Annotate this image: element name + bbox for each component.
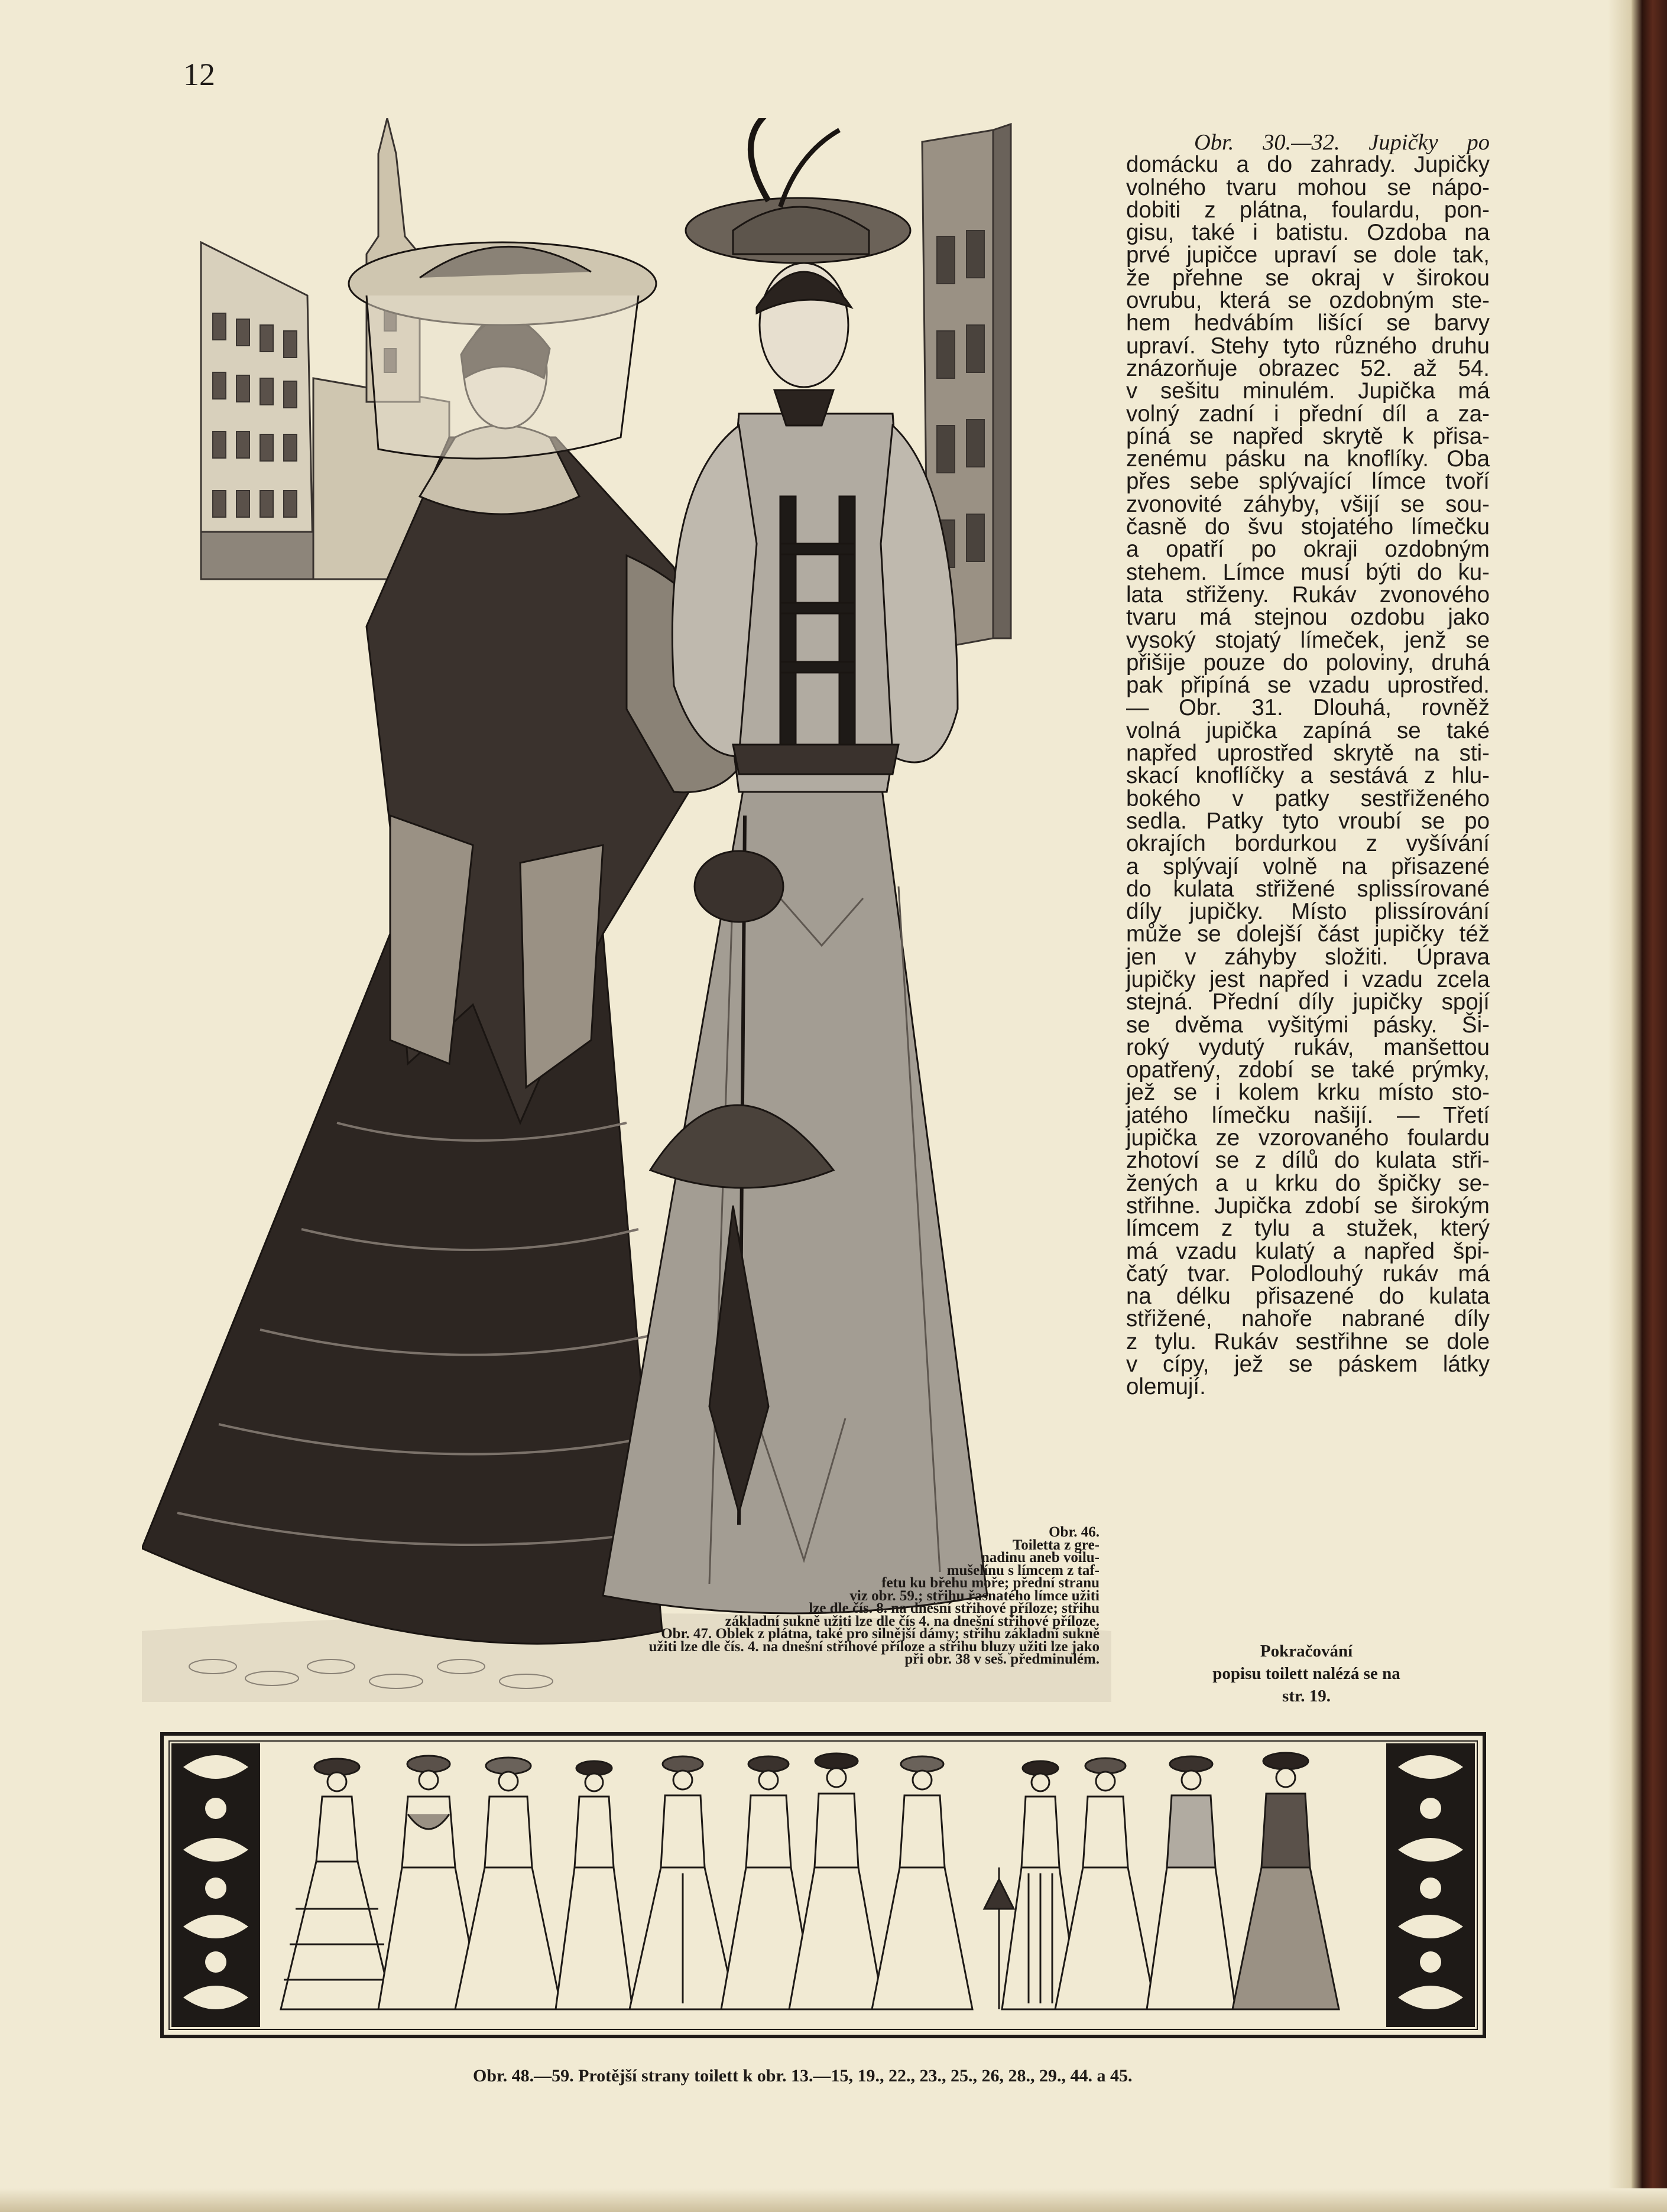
page-number: 12	[183, 57, 215, 92]
article-line: límcem z tylu a stužek, který	[1126, 1216, 1490, 1242]
caption-line: fetu ku břehu moře; přední stranu	[881, 1575, 1100, 1591]
caption-line: při obr. 38 v seš. předminulém.	[904, 1651, 1100, 1667]
ornament-left	[171, 1743, 260, 2027]
bottom-figures-caption: Obr. 48.—59. Protější strany toilett k obr. 13.—15, 19., 22., 23., 25., 26, 28., 29., 44. a 45.	[473, 2066, 1133, 2086]
article-line: v cípy, jež se páskem látky	[1126, 1352, 1490, 1378]
caption-line: nadinu aneb voilu-	[981, 1550, 1100, 1565]
article-line: dobiti z plátna, foulardu, pon-	[1126, 197, 1490, 223]
caption-line: Toiletta z gre-	[1012, 1537, 1100, 1553]
article-line: z tylu. Rukáv sestřihne se dole	[1126, 1329, 1490, 1355]
caption-line: mušelínu s límcem z taf-	[946, 1562, 1100, 1578]
article-line: čatý tvar. Polodlouhý rukáv má	[1126, 1261, 1490, 1287]
article-line: zhotoví se z dílů do kulata stři-	[1126, 1148, 1490, 1174]
article-line: vysoký stojatý límeček, jenž se	[1126, 627, 1490, 653]
continuation-note	[1123, 1640, 1490, 1707]
article-line: — Obr. 31. Dlouhá, rovněž	[1126, 695, 1490, 721]
article-line: lata střiženy. Rukáv zvonového	[1126, 582, 1490, 608]
article-line: že přehne se okraj v širokou	[1126, 265, 1490, 291]
article-line: sedla. Patky tyto vroubí se po	[1126, 808, 1490, 834]
ornament-right	[1386, 1743, 1475, 2027]
book-binding	[1632, 0, 1667, 2212]
article-line: volná jupička zapíná se také	[1126, 717, 1490, 743]
article-line: díly jupičky. Místo plissírování	[1126, 899, 1490, 925]
article-line: pak připíná se vzadu uprostřed.	[1126, 673, 1490, 699]
article-line: může se dolejší část jupičky též	[1126, 921, 1490, 947]
article-line: bokého v patky sestřiženého	[1126, 785, 1490, 811]
article-line: opatřený, zdobí se také prýmky,	[1126, 1057, 1490, 1083]
article-line: olemují.	[1126, 1374, 1206, 1400]
article-line: jen v záhyby složiti. Úprava	[1126, 944, 1490, 970]
article-line: střihne. Jupička zdobí se širokým	[1126, 1193, 1490, 1219]
figure-caption	[367, 1526, 1100, 1666]
article-line: střižené, nahoře nabrané díly	[1126, 1306, 1490, 1332]
article-line: stejná. Přední díly jupičky spojí	[1126, 989, 1490, 1015]
article-line: do kulata střižené splissírované	[1126, 876, 1490, 902]
article-line: prvé jupičce upraví se dole tak,	[1126, 242, 1490, 268]
article-line: tvaru má stejnou ozdobu jako	[1126, 605, 1490, 631]
article-line: volného tvaru mohou se nápo-	[1126, 174, 1490, 200]
article-line: má vzadu kulatý a napřed špi-	[1126, 1238, 1490, 1264]
article-line: skací knoflíčky a sestává z hlu-	[1126, 763, 1490, 789]
article-line: okrajích bordurkou z vyšívání	[1126, 831, 1490, 857]
continuation-line: Pokračování	[1260, 1642, 1353, 1661]
article-line: znázorňuje obrazec 52. až 54.	[1126, 355, 1490, 381]
fashion-illustration	[142, 118, 1111, 1702]
article-line: napřed uprostřed skrytě na sti-	[1126, 740, 1490, 766]
article-text	[1126, 131, 1490, 1399]
article-line: jupička ze vzorovaného foulardu	[1126, 1125, 1490, 1151]
page-gutter	[1608, 0, 1632, 2212]
article-line: stehem. Límce musí býti do ku-	[1126, 559, 1490, 585]
article-line: gisu, také i batistu. Ozdoba na	[1126, 220, 1490, 246]
article-line: zenému pásku na knoflíky. Oba	[1126, 446, 1490, 472]
article-line: jatého límečku našijí. — Třetí	[1126, 1102, 1490, 1128]
article-line: roký vydutý rukáv, manšettou	[1126, 1034, 1490, 1060]
page-bottom-edge	[0, 2188, 1667, 2212]
caption-line: Obr. 46.	[1049, 1524, 1100, 1540]
article-line: přišije pouze do poloviny, druhá	[1126, 649, 1490, 675]
caption-line: lze dle čís. 8. na dnešní střihové příloze; střihu	[809, 1600, 1100, 1616]
continuation-line: str. 19.	[1282, 1687, 1331, 1706]
article-line: Obr. 30.—32. Jupičky po	[1194, 130, 1490, 155]
caption-line: základní sukně užiti lze dle čís 4. na dnešní střihové příloze.	[725, 1613, 1100, 1629]
article-line: a splývají volně na přisazené	[1126, 853, 1490, 879]
fashion-figures-panel	[160, 1732, 1487, 2039]
article-line: přes sebe splývající límce tvoří	[1126, 469, 1490, 495]
article-line: zvonovité záhyby, všijí se sou-	[1126, 491, 1490, 517]
article-line: na délku přisazené do kulata	[1126, 1284, 1490, 1310]
caption-line: Obr. 47. Oblek z plátna, také pro silnější dámy; střihu základní sukně	[661, 1626, 1100, 1642]
article-line: píná se napřed skrytě k přisa-	[1126, 423, 1490, 449]
caption-line: užiti lze dle čís. 4. na dnešní střihové příloze a střihu bluzy užiti lze jako	[648, 1638, 1100, 1655]
article-line: časně do švu stojatého límečku	[1126, 514, 1490, 540]
article-line: se dvěma vyšitými pásky. Ši-	[1126, 1012, 1490, 1038]
article-line: upraví. Stehy tyto různého druhu	[1126, 333, 1490, 359]
article-line: v sešitu minulém. Jupička má	[1126, 378, 1490, 404]
caption-line: viz obr. 59.; střihu řasnatého límce užiti	[849, 1587, 1100, 1604]
article-line: domácku a do zahrady. Jupičky	[1126, 152, 1490, 178]
article-line: volný zadní i přední díl a za-	[1126, 401, 1490, 427]
article-line: hem hedvábím lišící se barvy	[1126, 310, 1490, 336]
article-line: žených a u krku do špičky se-	[1126, 1170, 1490, 1196]
article-line: a opatří po okraji ozdobným	[1126, 537, 1490, 563]
article-line: jež se i kolem krku místo sto-	[1126, 1080, 1490, 1106]
article-line: ovrubu, která se ozdobným ste-	[1126, 288, 1490, 314]
article-line: jupičky jest napřed i vzadu zcela	[1126, 966, 1490, 992]
continuation-line: popisu toilett nalézá se na	[1212, 1664, 1400, 1683]
